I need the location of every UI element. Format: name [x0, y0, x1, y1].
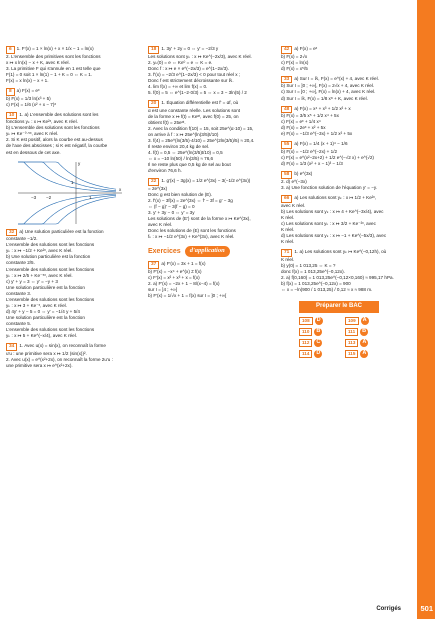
exercise-text: c) Sur I = ]0 ; +∞[, F(x) = ln(x) + 4, avec K réel.	[281, 89, 376, 95]
exercise-text: 2. f′(x) − 3f(x) = 2e^(3x) ⇔ f′ − 3f = g′ − 3g	[148, 198, 233, 204]
exercise-text: d) Les solutions sont yₖ : x ↦ −1 + Ke^(−5x/3), avec	[281, 232, 387, 238]
exercise-text: 4. f(t) = 0,5 ⇔ 25e^(ln(3/5)t/10) = 0,5	[148, 150, 223, 156]
exercise-66	[281, 195, 406, 245]
exercise-text: a) F(x) = eˣ	[294, 46, 318, 51]
exercise-line	[6, 343, 134, 351]
exercise-text: une primitive sera x ↦ e^(x²+2x).	[6, 362, 73, 368]
exercise-text: 2. a) F′(x) = −2x + 1 − 8/(x−4) = f(x)	[148, 280, 220, 286]
exercise-line	[148, 293, 274, 299]
exercise-33	[281, 76, 406, 102]
exercise-text: b) Une solution particulière est la fonction	[6, 254, 91, 260]
exercise-text: L'ensemble des solutions sont les fonctions	[6, 242, 95, 248]
exercise-text: Donc g est bien solution de (E).	[148, 191, 213, 197]
bac-answer-item	[299, 339, 337, 347]
solution-curve	[18, 162, 116, 189]
bac-answers	[299, 317, 406, 358]
exercise-line	[6, 102, 134, 108]
exercise-text: d'environ 76,6 h.	[148, 168, 182, 174]
exercise-text: K réel.	[281, 256, 295, 262]
application-pill: d'application	[185, 246, 230, 257]
exercise-line	[281, 161, 406, 167]
exercise-line	[281, 185, 406, 191]
exercise-text: Il reste environ 20,4 kg de sel.	[148, 144, 210, 149]
exercise-line	[281, 239, 406, 245]
exercise-text: 2. yₖ(0) = e ⇔ Ke⁰ = e ⇔ K = e.	[148, 59, 213, 65]
exercise-number: 10	[6, 112, 17, 120]
exercise-55	[281, 141, 406, 167]
page-number: 501	[420, 604, 433, 613]
exercise-line	[281, 66, 406, 72]
exercise-number: 48	[281, 106, 292, 114]
exercise-number: 22	[148, 178, 159, 186]
exercise-text: avec K réel.	[281, 202, 306, 208]
bac-answer-item	[345, 317, 383, 325]
exercise-number: 20	[148, 100, 159, 108]
exercise-text: 1. a) Les solutions sont yₖ ↦ Ke^(−0,12h), où	[294, 248, 387, 254]
exercise-number: 37	[148, 261, 159, 269]
exercise-8	[6, 88, 134, 108]
solution-curves-graph	[16, 160, 126, 226]
exercise-text: yₖ : x ↦ 3 + Ke⁻ˣ, avec K réel.	[6, 302, 67, 308]
exercise-line	[281, 249, 406, 257]
exercise-text: b) e^(3x)	[294, 171, 313, 177]
exercise-34	[6, 343, 134, 369]
column-1	[6, 46, 134, 373]
exercise-line	[281, 106, 406, 114]
tick-label: −3	[31, 194, 37, 200]
exercise-text: d) 4y′ + y − 5 = 0 ⇔ y′ = −1/4 y + 5/4	[6, 308, 80, 314]
exercise-number: 66	[281, 195, 292, 203]
exercise-text: sur I = ]4 ; +∞[	[148, 286, 178, 292]
exercise-line	[281, 46, 406, 54]
exercise-text: a) F(x) = x⁴ + x³ + 1/2 x² + x	[294, 105, 351, 111]
exercise-text: constante −1/2.	[6, 236, 38, 242]
exercise-6	[6, 46, 134, 84]
exercise-58	[281, 171, 406, 191]
exercise-text: F(1) = 0 soit 1 × ln(1) − 1 + K = 0 ⇔ K = 1.	[6, 71, 93, 77]
exercise-text: 3. y′ + 3y − 0 ⇔ y′ = 3y	[148, 210, 195, 216]
exercise-text: b) L'ensemble des solutions sont les fonctions	[6, 125, 100, 131]
exercise-text: 2. a) f(0,160) = 1 013,25e^(−0,12×0,160) ≈ 995,17 hPa.	[281, 274, 394, 280]
exercises-heading	[148, 246, 274, 257]
exercise-line	[281, 141, 406, 149]
exercise-10	[6, 112, 134, 156]
exercise-text: 1. 3y′ + 2y = 0 ⇔ y′ = −2/3 y	[161, 46, 219, 51]
exercise-text: b) y(0) = 1 013,25 ⇔ K = ?	[281, 262, 336, 268]
bac-question-number: 112	[299, 339, 312, 347]
exercise-text: constante 2/5.	[6, 260, 35, 266]
exercise-text: b) f(x) = 1 013,25e^(−0,12x) = 900	[281, 280, 351, 286]
bac-answer-letter: A	[360, 350, 368, 358]
exercise-line	[6, 112, 134, 120]
exercise-text: 3. f′(x) = −2/3 e^(1−2x/3) < 0 pour tout réel x ;	[148, 71, 241, 77]
exercise-text: K réel.	[281, 214, 295, 220]
exercise-text: b) Les solutions sont yₖ : x ↦ 4 + Ke^(−3x/4), avec	[281, 208, 384, 214]
exercise-18	[148, 46, 274, 96]
exercise-text: c) F(x) = e^(x²−2x+2) + 1/2 e^(−√2 x) + e^(√2)	[281, 155, 374, 161]
exercise-number: 34	[6, 343, 17, 351]
bac-question-number: 111	[345, 328, 358, 336]
tick-label: 1	[89, 194, 92, 200]
exercise-text: 3. f(4) = 25e^(ln(3/5)·4/10) = 25e^(2ln(3/5)/5) ≈ 20,4.	[148, 137, 255, 143]
solution-curve	[18, 196, 116, 223]
bac-answer-letter: D	[315, 317, 323, 325]
bac-title: Préparer le BAC	[299, 301, 379, 313]
exercise-text: c) F(x) = ln(x)	[281, 59, 309, 65]
exercise-42	[281, 46, 406, 72]
exercise-text: 2. Si K est positif, alors la courbe est au-dessus	[6, 137, 103, 143]
exercise-text: ⇔ x = −ln(900 / 1 013,25) / 0,12 ≈ x ≈ 988 m.	[281, 286, 373, 292]
exercise-text: 1. a) L'ensemble des solutions sont les	[19, 111, 99, 117]
tick-label: −2	[46, 194, 52, 200]
exercise-text: 2. d) e^(−3x)	[281, 178, 307, 184]
bac-answer-item	[345, 350, 383, 358]
exercise-text: 1. F′(x) = 1 × ln(x) + x × 1/x − 1 = ln(x)	[16, 46, 94, 51]
bac-answer-letter: B	[314, 328, 322, 336]
bac-answer-item	[299, 328, 337, 336]
exercise-text: b) F(x) = 2√x	[281, 53, 308, 59]
solution-curve	[18, 162, 116, 192]
exercise-text: 2. L'ensemble des primitives sont les fonctions	[6, 53, 101, 59]
exercise-number: 71	[281, 249, 292, 257]
exercise-text: yₖ ↦ Ke⁻⁰·⁵ˣ, avec K réel.	[6, 131, 59, 137]
bac-question-number: 115	[345, 350, 358, 358]
exercise-text: K réel.	[281, 226, 295, 232]
bac-answer-letter: A	[360, 339, 368, 347]
exercise-text: ⇔ x = −10 ln(50) / ln(3/5) ≈ 76,6	[148, 156, 214, 162]
exercises-title: Exercices	[148, 248, 181, 256]
exercise-text: yₖ : x ↦ 2/5 + Ke⁻⁵ˣ, avec K réel.	[6, 272, 73, 278]
exercise-line	[148, 100, 274, 108]
exercise-text: c) Les solutions sont yₖ : x ↦ 3/2 + Ke⁻²ˣ, avec	[281, 220, 376, 226]
exercise-line	[148, 168, 274, 174]
exercise-line	[6, 46, 134, 54]
exercise-text: avec K réel.	[148, 222, 173, 228]
bac-answer-letter: A	[361, 317, 369, 325]
exercise-text: d) F(x) = 1/3 (x² + x − 1)³ − 1/3	[281, 161, 343, 167]
exercise-line	[281, 195, 406, 203]
exercise-line	[6, 333, 134, 339]
exercise-text: a) F′(x) = 3x + 1 = f(x)	[161, 261, 206, 267]
exercise-text: de l'axe des abscisses ; si K est négatif, la courbe	[6, 143, 108, 149]
bac-answer-letter: C	[314, 339, 322, 347]
bac-question-number: 113	[345, 339, 358, 347]
exercise-text: a) Sur I = ℝ, F(x) = e^(x) + 4, avec K réel.	[294, 75, 379, 81]
exercise-text: K réel.	[281, 238, 295, 244]
exercise-37	[148, 261, 274, 299]
exercise-71	[281, 249, 406, 293]
exercise-text: a) F(x) = eˣ	[16, 87, 40, 93]
exercise-line	[281, 96, 406, 102]
exercise-text: α est une constante réelle. Les solutions sont	[148, 107, 241, 113]
exercise-text: c) F(x) = 1/6 (x² + x − 7)⁶	[6, 101, 57, 107]
exercise-line	[148, 46, 274, 54]
exercise-text: e) F(x) = −1/3 e^(−3x) + 1/2 x² + 5x	[281, 131, 353, 137]
exercise-text: F(x) = x ln(x) − x + 1.	[6, 77, 49, 83]
column-3	[281, 46, 406, 358]
exercise-text: b) F′(x) = −x⁴ + e^(x) ≠ f(x)	[148, 268, 202, 274]
exercise-number: 18	[148, 46, 159, 54]
bac-question-number: 114	[299, 350, 312, 358]
bac-question-number: 109	[345, 317, 359, 325]
exercise-text: 5. f(0) = 5 ⇔ e^(1−2·0/3) = 5 ⇔ x = 3 − 3ln(5) / 2	[148, 89, 247, 95]
bac-answer-item	[345, 328, 383, 336]
exercise-text: Une solution particulière est la fonction	[6, 284, 85, 290]
exercise-line	[148, 261, 274, 269]
column-2	[148, 46, 274, 303]
exercise-text: Les solutions de (E′) sont de la forme x ↦ Ke^(3x),	[148, 216, 251, 222]
exercise-text: L'ensemble des solutions sont les fonctions	[6, 296, 95, 302]
exercise-text: 1. Avec u(x) = sin(x), on reconnaît la forme	[19, 343, 106, 349]
exercise-32	[6, 229, 134, 340]
bac-answer-letter: B	[360, 328, 368, 336]
exercise-text: c) F′(x) = x² + x³ + x = f(x)	[148, 274, 200, 280]
exercise-number: 6	[6, 46, 15, 54]
exercise-text: b) F(x) = 3/5 x⁵ + 1/2 x⁴ + 5x	[281, 113, 339, 119]
exercise-text: 3. La primitive F qui s'annule en 1 est telle que	[6, 65, 101, 71]
exercise-text: 4. lim f(x) = +∞ et lim f(x) = 0.	[148, 83, 208, 89]
exercise-text: est en dessous de cet axe.	[6, 149, 61, 155]
exercise-text: Donc f : x ↦ e × e^(−2x/3) = e^(1−2x/3).	[148, 65, 229, 71]
exercise-line	[6, 229, 134, 237]
exercise-text: d) F(x) = x⁵/5	[281, 65, 308, 71]
exercise-number: 42	[281, 46, 292, 54]
exercise-text: de la forme x ↦ f(t) = Keᵅᵗ, avec f(0) = 25, on	[148, 113, 239, 119]
exercise-text: = 2e^(3x)	[148, 185, 168, 191]
exercise-text: x ↦ x ln(x) − x + K, avec K réel.	[6, 59, 70, 65]
exercise-text: constante 3.	[6, 290, 32, 296]
section-title: Corrigés	[376, 606, 401, 612]
exercise-text: b) F(x) = 1/3 ln(x³ + 5)	[6, 95, 51, 101]
bac-answer-letter: D	[314, 350, 322, 358]
exercise-text: Il ne reste plus que 0,5 kg de sel au bout	[148, 162, 231, 168]
exercise-text: ⇔ (f − g)′ − 3(f − g) = 0	[148, 204, 195, 210]
exercise-text: a) Une solution particulière est la fonction	[19, 228, 104, 234]
exercise-number: 33	[281, 76, 292, 84]
bac-answer-item	[299, 350, 337, 358]
exercise-line	[6, 363, 134, 369]
exercise-text: 2. Avec u(x) = e^(x²+2x), on reconnaît la forme 2u′u :	[6, 356, 113, 362]
exercise-text: yₖ : x ↦ 5 + Ke^(−x/4), avec K réel.	[6, 333, 78, 339]
exercise-text: on arrive à f : x ↦ 25e^(ln(3/5)t/10)	[148, 131, 219, 137]
exercise-number: 58	[281, 171, 292, 179]
tick-label: 1	[71, 179, 74, 185]
exercise-text: d) F(x) = 2eˣ + x² + 5x	[281, 125, 326, 131]
y-axis-label: y	[78, 160, 81, 166]
bac-answer-item	[345, 339, 383, 347]
exercise-22	[148, 178, 274, 240]
exercise-line	[281, 76, 406, 84]
exercise-line	[6, 78, 134, 84]
exercise-text: c) F(x) = eˣ + 1/4 x⁴	[281, 119, 321, 125]
exercise-text: c) y′ + y = 3 ⇔ y′ = −y + 3	[6, 278, 58, 284]
exercise-text: 2. Avec la condition f(10) = 15, soit 25e^(α·10) = 15,	[148, 125, 254, 131]
exercise-text: u′u : une primitive sera x ↦ 1/2 (sin(x))².	[6, 350, 87, 356]
exercise-line	[281, 287, 406, 293]
exercise-text: 1. g′(x) − 3g(x) = 1/2 e^(3x) − 3(−1/2 e^(3x))	[161, 178, 251, 184]
exercise-text: a) F(x) = 1/4 (x + 1)⁴ − 1/6	[294, 141, 348, 147]
exercise-text: b) F′(x) = 1/√x + 1 = f(x) sur I = ]0 ; +∞[	[148, 292, 227, 298]
exercise-line	[281, 171, 406, 179]
exercise-48	[281, 106, 406, 138]
exercise-line	[281, 131, 406, 137]
exercise-number: 55	[281, 141, 292, 149]
exercise-text: L'ensemble des solutions sont les fonctions	[6, 327, 95, 333]
exercise-line	[148, 178, 274, 186]
exercise-text: a) Les solutions sont yₖ : x ↦ 1/2 + Ke²ˣ,	[294, 194, 377, 200]
exercise-text: Donc f est strictement décroissante sur ℝ.	[148, 77, 234, 83]
exercise-text: constante 5.	[6, 321, 32, 327]
exercise-text: Une solution particulière est la fonction	[6, 315, 85, 320]
exercise-line	[148, 90, 274, 96]
exercise-text: b) F(x) = −1/2 e^(−2x) + 1/2	[281, 149, 338, 154]
bac-answer-item	[299, 317, 337, 325]
exercise-text: yₖ : x ↦ −1/2 + Ke²ˣ, avec K réel.	[6, 248, 73, 254]
exercise-text: obtient f(t) = 25eᵅᵗ.	[148, 119, 186, 125]
exercise-text: d) Sur I = ℝ, F(x) = 1/8 x⁸ + K, avec K réel.	[281, 95, 368, 101]
bac-question-number: 108	[299, 317, 313, 325]
x-axis-label: x	[119, 186, 122, 192]
exercise-text: fonctions yₖ : x ↦ Ke²ˣ, avec K réel.	[6, 119, 78, 125]
exercise-text: b) Sur I = ]0 ; +∞[, F(x) = 2√x + 4, avec K réel.	[281, 83, 375, 89]
exercise-text: Donc les solutions de (E) sont les fonctions	[148, 228, 236, 234]
bac-question-number: 110	[299, 328, 312, 336]
exercise-text: Les solutions sont yₖ : x ↦ Ke^(−2x/3), avec K réel.	[148, 53, 252, 59]
exercise-text: L'ensemble des solutions sont les fonctions	[6, 266, 95, 272]
exercise-number: 8	[6, 88, 15, 96]
exercise-text: fₖ : x ↦ −1/2 e^(3x) + Ke^(3x), avec K réel.	[148, 234, 235, 240]
exercise-text: 1. Équation différentielle est f′ = αf, où	[161, 100, 239, 106]
exercise-line	[6, 150, 134, 156]
exercise-number: 32	[6, 229, 17, 237]
exercise-20	[148, 100, 274, 174]
exercise-line	[6, 88, 134, 96]
exercise-line	[148, 234, 274, 240]
page-edge-band	[417, 0, 435, 619]
exercise-text: 3. a) Une fonction solution de l'équation y′ = −y.	[281, 184, 378, 190]
exercise-text: donc f(x) = 1 013,25e^(−0,12x).	[281, 268, 345, 274]
